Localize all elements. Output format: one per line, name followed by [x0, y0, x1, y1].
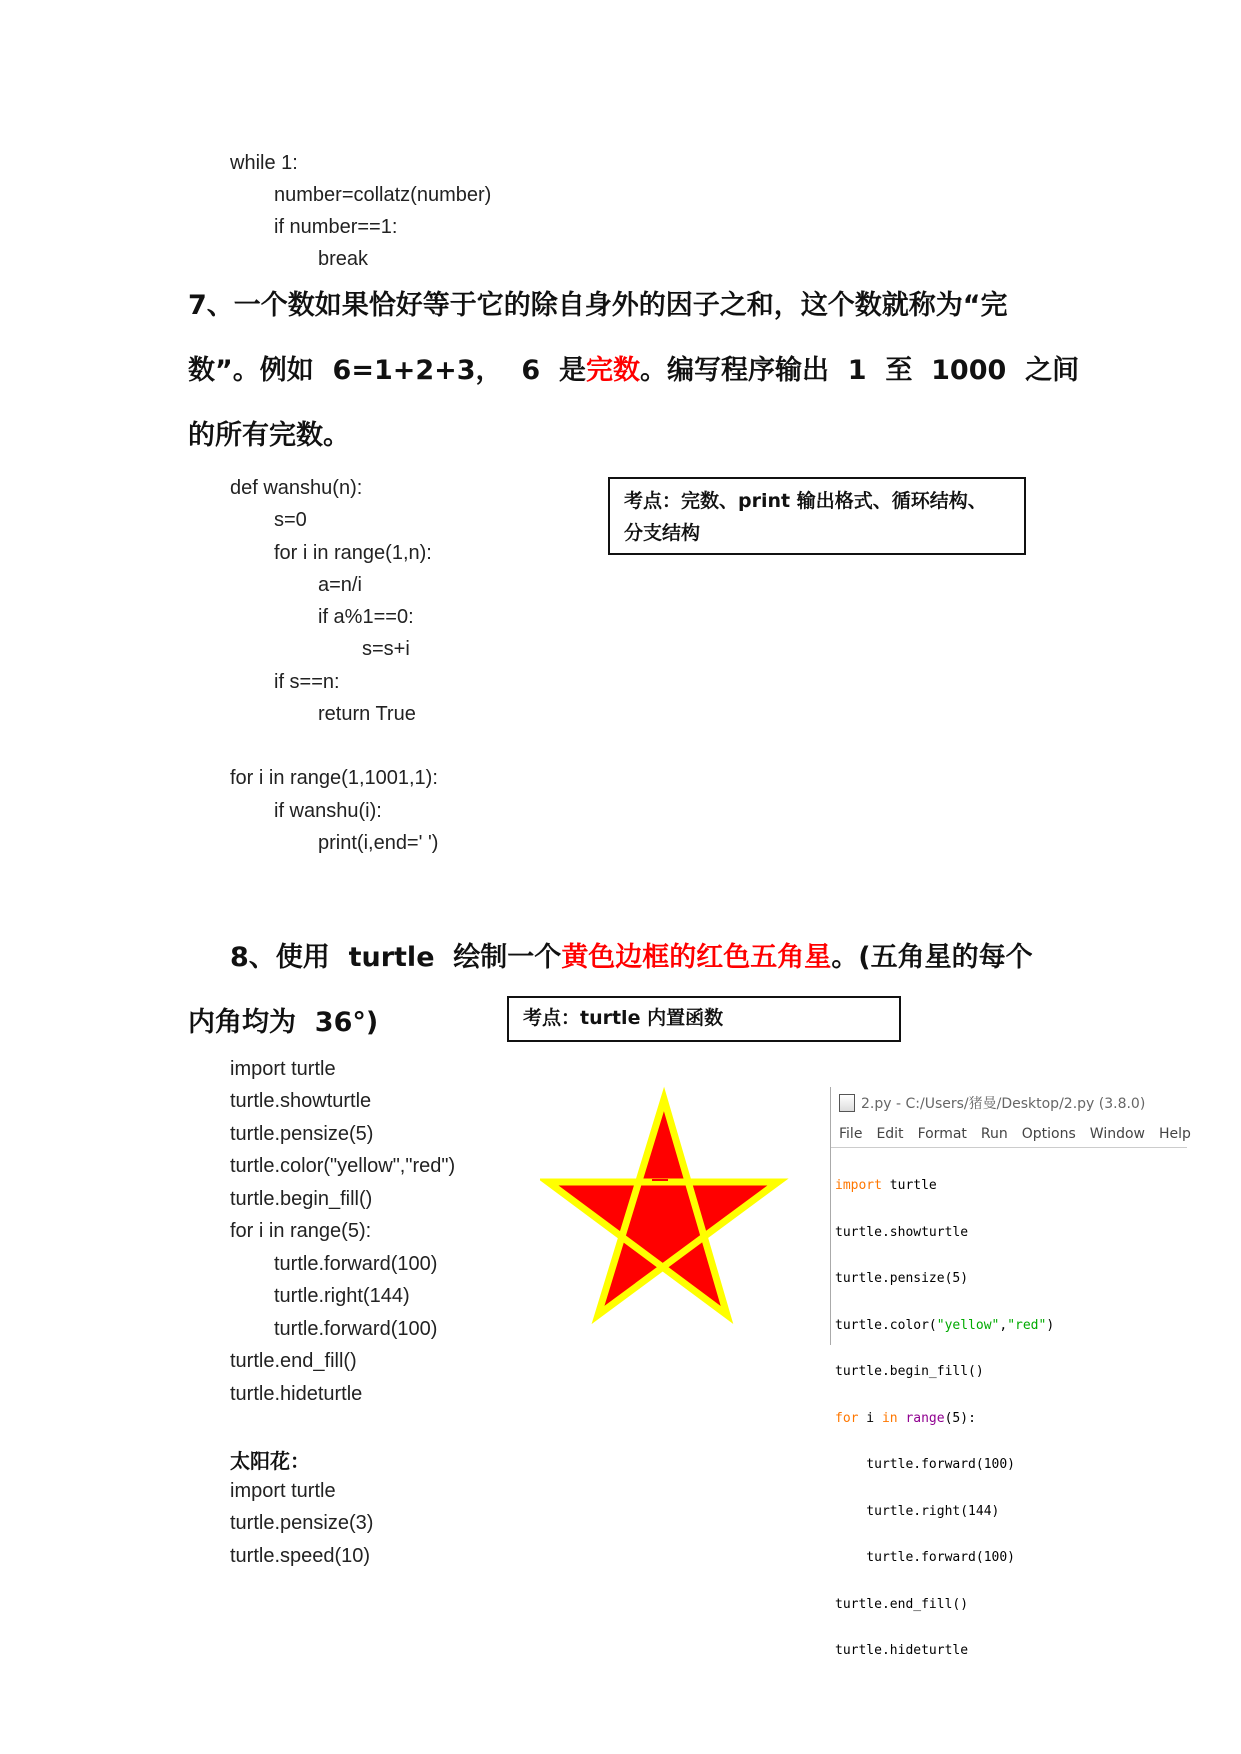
menu-format[interactable]: Format	[917, 1126, 967, 1142]
menu-window[interactable]: Window	[1089, 1126, 1145, 1142]
idle-title-bar	[839, 1093, 1145, 1113]
menu-run[interactable]: Run	[980, 1126, 1008, 1142]
key-point-line: 分支结构	[624, 522, 701, 544]
code-line: while 1:	[230, 152, 298, 174]
idle-code-line: turtle.showturtle	[835, 1224, 969, 1240]
code-string: "red"	[1007, 1317, 1047, 1333]
question-8-line-1	[230, 940, 1033, 976]
code-keyword: import	[835, 1178, 882, 1193]
code-line: number=collatz(number)	[274, 184, 492, 206]
idle-code-line: turtle.begin_fill()	[835, 1364, 984, 1379]
menu-help[interactable]: Help	[1159, 1126, 1191, 1142]
code-line: def wanshu(n):	[230, 477, 363, 499]
idle-menu-bar	[831, 1121, 1191, 1148]
star-shape	[548, 1099, 778, 1315]
code-line: turtle.forward(100)	[274, 1253, 438, 1275]
code-line: print(i,end=' ')	[318, 832, 439, 854]
code-line: import turtle	[230, 1058, 336, 1080]
menu-file[interactable]: File	[839, 1126, 863, 1142]
key-point-box	[608, 477, 1026, 555]
code-line: if wanshu(i):	[274, 800, 382, 822]
code-line: turtle.right(144)	[274, 1285, 410, 1307]
code-line: for i in range(5):	[230, 1220, 372, 1242]
code-line: turtle.color("yellow","red")	[230, 1155, 456, 1177]
turtle-star-figure	[540, 1085, 800, 1325]
sunflower-label: 太阳花：	[230, 1449, 310, 1473]
idle-code-line: turtle.hideturtle	[835, 1643, 969, 1658]
q8-text: 8、使用 turtle 绘制一个	[230, 942, 562, 973]
q7-text: 。编写程序输出 1 至 1000 之间	[639, 355, 1080, 386]
code-line: s=s+i	[362, 638, 410, 660]
code-line: turtle.pensize(5)	[230, 1123, 374, 1145]
code-line: turtle.pensize(3)	[230, 1512, 374, 1534]
q7-highlight: 完数	[585, 355, 640, 386]
key-point-box: 考点：turtle 内置函数	[507, 996, 901, 1042]
code-keyword: in	[881, 1410, 898, 1426]
code-text: ,	[999, 1317, 1008, 1333]
code-text: turtle	[881, 1178, 937, 1193]
code-line: if s==n:	[274, 671, 340, 693]
q7-text: 数”。例如 6=1+2+3， 6 是	[188, 355, 586, 386]
python-file-icon	[839, 1094, 855, 1112]
idle-code-line	[835, 1178, 1054, 1194]
idle-code-line: turtle.forward(100)	[835, 1457, 1016, 1472]
code-keyword: for	[835, 1410, 859, 1426]
question-8-line-2: 内角均为 36°)	[188, 1007, 379, 1038]
code-text: )	[1046, 1317, 1055, 1333]
idle-editor[interactable]	[835, 1147, 1054, 1690]
key-point-line: 考点：完数、print 输出格式、循环结构、	[624, 490, 987, 512]
idle-window	[830, 1087, 1191, 1658]
code-line: break	[318, 248, 369, 270]
code-line: if a%1==0:	[318, 606, 414, 628]
menu-edit[interactable]: Edit	[876, 1126, 904, 1142]
code-line: a=n/i	[318, 574, 362, 596]
idle-code-line: turtle.forward(100)	[835, 1550, 1016, 1565]
code-line: turtle.showturtle	[230, 1090, 372, 1112]
code-line: for i in range(1,n):	[274, 542, 432, 564]
question-7-line-3: 的所有完数。	[188, 420, 350, 451]
idle-code-line	[835, 1411, 1054, 1427]
idle-code-line: turtle.end_fill()	[835, 1596, 969, 1612]
code-line: for i in range(1,1001,1):	[230, 767, 438, 789]
q8-highlight: 黄色边框的红色五角星	[561, 942, 832, 973]
code-text: turtle.color(	[835, 1317, 937, 1333]
code-builtin: range	[905, 1410, 945, 1426]
code-string: "yellow"	[936, 1317, 1000, 1333]
code-line: turtle.hideturtle	[230, 1383, 363, 1405]
code-line: turtle.begin_fill()	[230, 1188, 373, 1210]
question-7-line-2	[188, 353, 1079, 389]
code-line: turtle.speed(10)	[230, 1545, 371, 1567]
q8-text: 。(五角星的每个	[831, 942, 1033, 973]
code-text: i	[858, 1410, 882, 1426]
idle-window-title: 2.py - C:/Users/猪曼/Desktop/2.py (3.8.0)	[861, 1096, 1146, 1112]
menu-options[interactable]: Options	[1021, 1126, 1076, 1142]
code-line: s=0	[274, 509, 307, 531]
idle-code-line: turtle.right(144)	[835, 1503, 1000, 1519]
code-line: turtle.end_fill()	[230, 1350, 357, 1372]
code-line: import turtle	[230, 1480, 336, 1502]
code-line: if number==1:	[274, 216, 398, 238]
code-line: return True	[318, 703, 416, 725]
code-line: turtle.forward(100)	[274, 1318, 438, 1340]
code-text: (5):	[944, 1410, 976, 1426]
idle-code-line	[835, 1318, 1054, 1334]
question-7-line-1: 7、一个数如果恰好等于它的除自身外的因子之和，这个数就称为“完	[188, 290, 1008, 321]
idle-code-line: turtle.pensize(5)	[835, 1271, 969, 1286]
